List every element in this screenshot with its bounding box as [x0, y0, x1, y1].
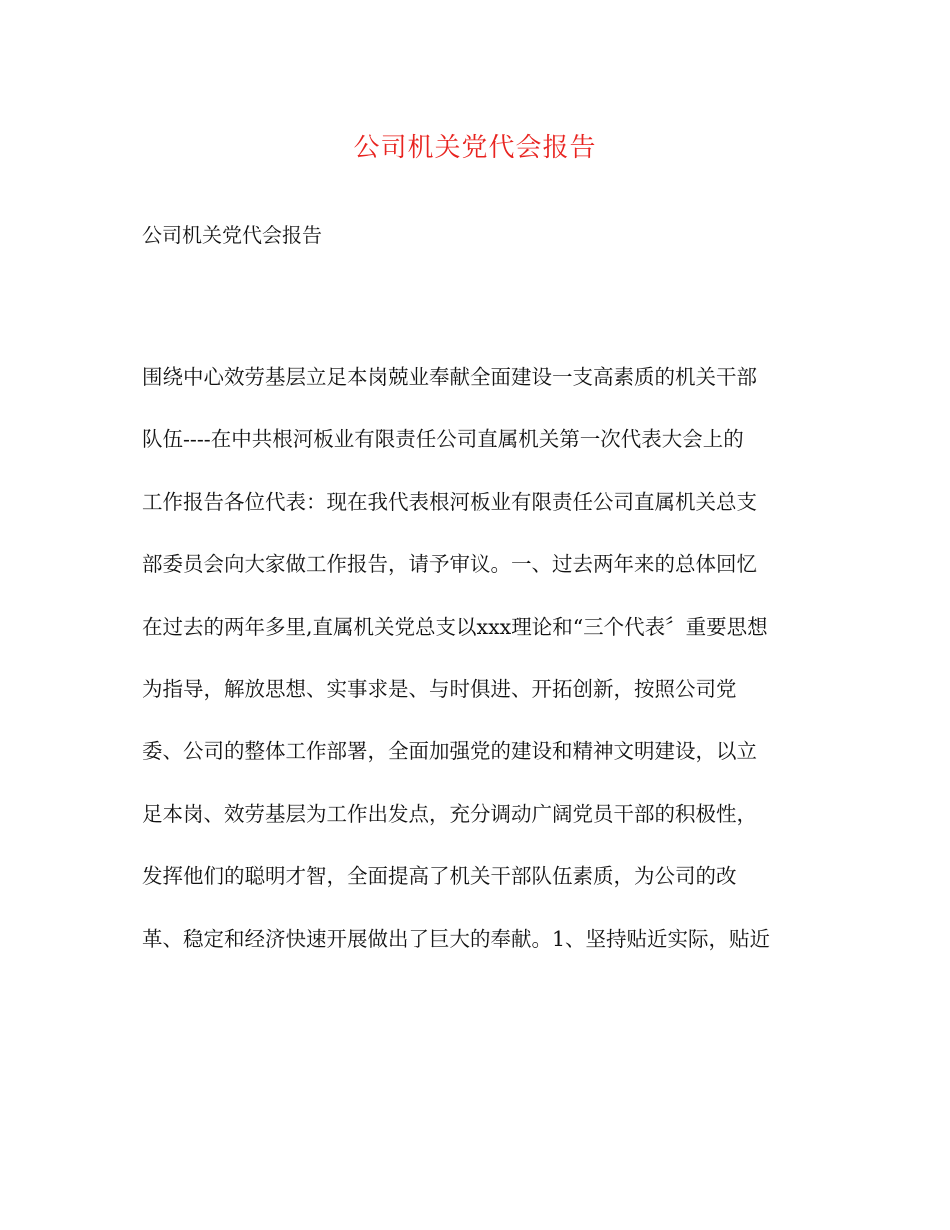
- body-line: 工作报告各位代表：现在我代表根河板业有限责任公司直属机关总支: [142, 489, 757, 514]
- body-line: 在过去的两年多里,直属机关党总支以xxx理论和“三个代表〞重要思想: [142, 614, 768, 639]
- body-line: 队伍----在中共根河板业有限责任公司直属机关第一次代表大会上的: [142, 427, 744, 452]
- body-line: 委、公司的整体工作部署，全面加强党的建设和精神文明建设，以立: [142, 739, 757, 764]
- body-line: 足本岗、效劳基层为工作出发点，充分调动广阔党员干部的积极性，: [142, 801, 757, 826]
- body-line: 发挥他们的聪明才智，全面提高了机关干部队伍素质，为公司的改: [142, 864, 737, 889]
- body-line: 革、稳定和经济快速开展做出了巨大的奉献。1、坚持贴近实际，贴近: [142, 926, 771, 951]
- document-body: [142, 361, 842, 985]
- body-line: 围绕中心效劳基层立足本岗兢业奉献全面建设一支高素质的机关干部: [142, 365, 757, 389]
- body-line: 为指导，解放思想、实事求是、与时俱进、开拓创新，按照公司党: [142, 676, 737, 701]
- body-line: 部委员会向大家做工作报告，请予审议。一、过去两年来的总体回忆: [142, 552, 757, 577]
- document-title: 公司机关党代会报告: [353, 133, 597, 163]
- document-subtitle: 公司机关党代会报告: [142, 223, 322, 247]
